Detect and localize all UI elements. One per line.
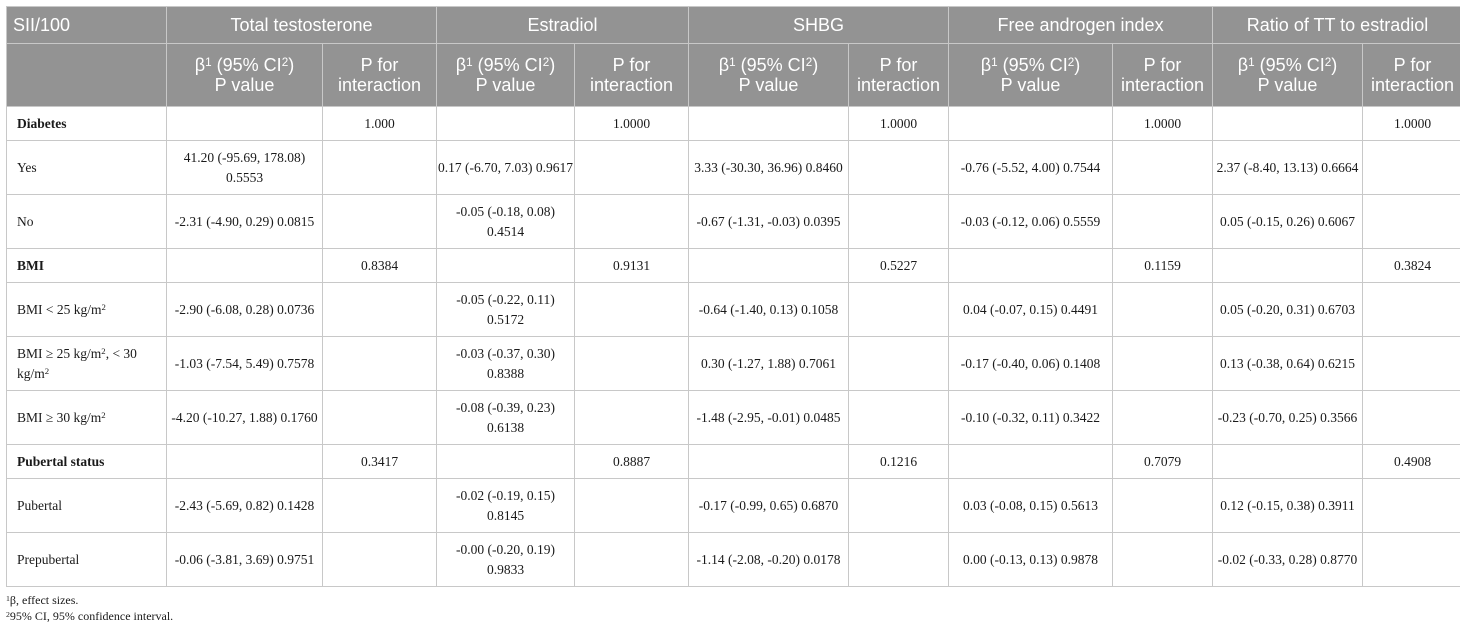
p-interaction-cell bbox=[1363, 479, 1460, 533]
subheader-p-interaction bbox=[849, 44, 949, 107]
p-interaction-cell bbox=[1363, 141, 1460, 195]
ci-close: ) bbox=[1074, 55, 1081, 75]
p-value-label: P value bbox=[738, 75, 799, 95]
beta-ci-cell: -0.05 (-0.18, 0.08) 0.4514 bbox=[437, 195, 575, 249]
row-label bbox=[7, 445, 167, 479]
p-interaction-cell: 1.0000 bbox=[849, 107, 949, 141]
p-interaction-cell bbox=[1363, 283, 1460, 337]
ci-close: ) bbox=[1331, 55, 1338, 75]
table-row bbox=[7, 141, 1460, 195]
beta-ci-cell bbox=[689, 107, 849, 141]
p-interaction-cell: 0.9131 bbox=[575, 249, 689, 283]
subheader-beta-ci bbox=[437, 44, 575, 107]
p-interaction-cell bbox=[575, 337, 689, 391]
p-interaction-cell bbox=[323, 391, 437, 445]
row-label-text: Diabetes bbox=[17, 115, 67, 131]
p-interaction-line1: P for bbox=[360, 55, 399, 75]
p-interaction-cell bbox=[1113, 337, 1213, 391]
p-interaction-cell bbox=[323, 337, 437, 391]
row-label-superscript: 2 bbox=[101, 409, 106, 420]
p-interaction-cell bbox=[849, 533, 949, 587]
corner-header: SII/100 bbox=[7, 7, 167, 44]
ci-superscript: 2 bbox=[805, 55, 813, 69]
beta-ci-cell: -0.02 (-0.33, 0.28) 0.8770 bbox=[1213, 533, 1363, 587]
p-interaction-line2: interaction bbox=[589, 75, 674, 95]
beta-superscript: 1 bbox=[1248, 55, 1255, 69]
table-row bbox=[7, 533, 1460, 587]
beta-ci-cell: -0.03 (-0.37, 0.30) 0.8388 bbox=[437, 337, 575, 391]
footnote-1-text: β, effect sizes. bbox=[9, 593, 79, 607]
p-interaction-cell bbox=[1363, 533, 1460, 587]
footnote-2 bbox=[6, 609, 173, 623]
ci-open: (95% CI bbox=[472, 55, 543, 75]
p-interaction-line1: P for bbox=[612, 55, 651, 75]
p-interaction-cell bbox=[323, 533, 437, 587]
p-interaction-cell bbox=[575, 195, 689, 249]
beta-ci-cell: -0.00 (-0.20, 0.19) 0.9833 bbox=[437, 533, 575, 587]
subheader-p-interaction bbox=[1113, 44, 1213, 107]
p-interaction-cell bbox=[575, 533, 689, 587]
beta-superscript: 1 bbox=[466, 55, 473, 69]
section-row bbox=[7, 249, 1460, 283]
group-header-free-androgen-index: Free androgen index bbox=[949, 7, 1213, 44]
group-header-total-testosterone: Total testosterone bbox=[167, 7, 437, 44]
beta-ci-cell: 3.33 (-30.30, 36.96) 0.8460 bbox=[689, 141, 849, 195]
p-interaction-cell bbox=[323, 195, 437, 249]
ci-superscript: 2 bbox=[1324, 55, 1332, 69]
beta-ci-cell bbox=[689, 445, 849, 479]
p-interaction-cell bbox=[849, 141, 949, 195]
beta-symbol: β bbox=[455, 55, 467, 75]
subheader-p-interaction bbox=[1363, 44, 1460, 107]
beta-ci-cell: 0.05 (-0.20, 0.31) 0.6703 bbox=[1213, 283, 1363, 337]
subheader-beta-ci bbox=[689, 44, 849, 107]
row-label-text-cont: , < 30 kg/m bbox=[17, 345, 137, 381]
p-interaction-cell bbox=[1363, 337, 1460, 391]
p-interaction-cell: 0.1159 bbox=[1113, 249, 1213, 283]
beta-ci-cell bbox=[689, 249, 849, 283]
p-interaction-cell bbox=[323, 141, 437, 195]
table-row bbox=[7, 479, 1460, 533]
beta-symbol: β bbox=[718, 55, 730, 75]
beta-superscript: 1 bbox=[205, 55, 212, 69]
p-interaction-cell bbox=[849, 337, 949, 391]
ci-superscript: 2 bbox=[542, 55, 550, 69]
beta-ci-cell: -0.02 (-0.19, 0.15) 0.8145 bbox=[437, 479, 575, 533]
row-label-text: BMI < 25 kg/m bbox=[17, 301, 102, 317]
p-interaction-line1: P for bbox=[1143, 55, 1182, 75]
beta-ci-cell: 0.17 (-6.70, 7.03) 0.9617 bbox=[437, 141, 575, 195]
footnote-1-marker: 1 bbox=[6, 593, 10, 603]
beta-ci-cell bbox=[167, 107, 323, 141]
beta-symbol: β bbox=[1237, 55, 1249, 75]
header-row-groups bbox=[7, 7, 1460, 44]
ci-open: (95% CI bbox=[997, 55, 1068, 75]
beta-symbol: β bbox=[194, 55, 206, 75]
row-label bbox=[7, 337, 167, 391]
p-interaction-cell bbox=[849, 283, 949, 337]
subheader-beta-ci bbox=[949, 44, 1113, 107]
row-label bbox=[7, 283, 167, 337]
beta-ci-cell: -0.67 (-1.31, -0.03) 0.0395 bbox=[689, 195, 849, 249]
p-interaction-line2: interaction bbox=[1120, 75, 1205, 95]
section-row bbox=[7, 445, 1460, 479]
p-interaction-cell: 1.0000 bbox=[575, 107, 689, 141]
beta-ci-cell: 0.12 (-0.15, 0.38) 0.3911 bbox=[1213, 479, 1363, 533]
p-interaction-line2: interaction bbox=[1370, 75, 1455, 95]
beta-superscript: 1 bbox=[729, 55, 736, 69]
p-interaction-cell bbox=[575, 283, 689, 337]
p-interaction-cell: 0.4908 bbox=[1363, 445, 1460, 479]
p-interaction-cell bbox=[1113, 391, 1213, 445]
table-row bbox=[7, 337, 1460, 391]
group-header-shbg: SHBG bbox=[689, 7, 949, 44]
row-label-text: Pubertal status bbox=[17, 453, 105, 469]
table-row bbox=[7, 283, 1460, 337]
p-interaction-cell bbox=[849, 195, 949, 249]
p-interaction-cell bbox=[575, 141, 689, 195]
beta-ci-cell bbox=[949, 445, 1113, 479]
beta-ci-cell: -1.03 (-7.54, 5.49) 0.7578 bbox=[167, 337, 323, 391]
corner-subheader bbox=[7, 44, 167, 107]
subheader-p-interaction bbox=[575, 44, 689, 107]
beta-ci-cell: 0.00 (-0.13, 0.13) 0.9878 bbox=[949, 533, 1113, 587]
beta-ci-cell: -0.03 (-0.12, 0.06) 0.5559 bbox=[949, 195, 1113, 249]
group-header-estradiol: Estradiol bbox=[437, 7, 689, 44]
beta-ci-cell: -0.08 (-0.39, 0.23) 0.6138 bbox=[437, 391, 575, 445]
p-interaction-cell bbox=[849, 391, 949, 445]
ci-open: (95% CI bbox=[211, 55, 282, 75]
p-value-label: P value bbox=[1257, 75, 1318, 95]
table-body bbox=[7, 107, 1460, 587]
p-interaction-cell bbox=[1363, 195, 1460, 249]
beta-ci-cell: -2.90 (-6.08, 0.28) 0.0736 bbox=[167, 283, 323, 337]
p-interaction-cell bbox=[575, 391, 689, 445]
p-interaction-cell bbox=[1113, 533, 1213, 587]
beta-ci-cell bbox=[949, 249, 1113, 283]
beta-ci-cell bbox=[437, 107, 575, 141]
group-header-tt-estradiol-ratio: Ratio of TT to estradiol bbox=[1213, 7, 1460, 44]
beta-ci-cell: -0.05 (-0.22, 0.11) 0.5172 bbox=[437, 283, 575, 337]
footnote-1 bbox=[6, 593, 78, 607]
beta-ci-cell: 0.30 (-1.27, 1.88) 0.7061 bbox=[689, 337, 849, 391]
ci-open: (95% CI bbox=[1254, 55, 1325, 75]
beta-ci-cell: 0.05 (-0.15, 0.26) 0.6067 bbox=[1213, 195, 1363, 249]
beta-ci-cell: -1.14 (-2.08, -0.20) 0.0178 bbox=[689, 533, 849, 587]
table-row bbox=[7, 391, 1460, 445]
row-label bbox=[7, 195, 167, 249]
beta-ci-cell bbox=[1213, 107, 1363, 141]
beta-ci-cell: -0.10 (-0.32, 0.11) 0.3422 bbox=[949, 391, 1113, 445]
ci-close: ) bbox=[812, 55, 819, 75]
p-interaction-cell bbox=[575, 479, 689, 533]
beta-ci-cell bbox=[949, 107, 1113, 141]
row-label-text: BMI bbox=[17, 257, 44, 273]
p-interaction-cell: 0.3824 bbox=[1363, 249, 1460, 283]
p-interaction-line1: P for bbox=[1393, 55, 1432, 75]
ci-superscript: 2 bbox=[1067, 55, 1075, 69]
ci-close: ) bbox=[288, 55, 295, 75]
beta-ci-cell: 0.04 (-0.07, 0.15) 0.4491 bbox=[949, 283, 1113, 337]
p-interaction-cell bbox=[323, 479, 437, 533]
ci-open: (95% CI bbox=[735, 55, 806, 75]
row-label bbox=[7, 107, 167, 141]
p-interaction-cell bbox=[1113, 141, 1213, 195]
row-label-superscript: 2 bbox=[101, 301, 106, 312]
p-interaction-line2: interaction bbox=[337, 75, 422, 95]
beta-ci-cell: -4.20 (-10.27, 1.88) 0.1760 bbox=[167, 391, 323, 445]
beta-ci-cell bbox=[167, 445, 323, 479]
p-interaction-cell bbox=[1113, 195, 1213, 249]
header-row-subcolumns bbox=[7, 44, 1460, 107]
p-value-label: P value bbox=[1000, 75, 1061, 95]
beta-superscript: 1 bbox=[991, 55, 998, 69]
p-interaction-cell: 1.0000 bbox=[1363, 107, 1460, 141]
footnote-2-text: 95% CI, 95% confidence interval. bbox=[9, 609, 174, 623]
beta-ci-cell: -0.17 (-0.99, 0.65) 0.6870 bbox=[689, 479, 849, 533]
p-interaction-cell: 0.5227 bbox=[849, 249, 949, 283]
beta-ci-cell: -1.48 (-2.95, -0.01) 0.0485 bbox=[689, 391, 849, 445]
p-value-label: P value bbox=[475, 75, 536, 95]
beta-ci-cell: 41.20 (-95.69, 178.08) 0.5553 bbox=[167, 141, 323, 195]
row-label-text: Pubertal bbox=[17, 497, 62, 513]
p-interaction-line2: interaction bbox=[856, 75, 941, 95]
row-label bbox=[7, 141, 167, 195]
p-interaction-cell bbox=[1363, 391, 1460, 445]
p-value-label: P value bbox=[214, 75, 275, 95]
p-interaction-cell: 0.1216 bbox=[849, 445, 949, 479]
p-interaction-cell bbox=[849, 479, 949, 533]
p-interaction-cell: 0.8887 bbox=[575, 445, 689, 479]
p-interaction-cell bbox=[323, 283, 437, 337]
row-label bbox=[7, 249, 167, 283]
subheader-beta-ci bbox=[1213, 44, 1363, 107]
beta-ci-cell bbox=[167, 249, 323, 283]
row-label-text: BMI ≥ 30 kg/m bbox=[17, 409, 102, 425]
row-label-superscript-2: 2 bbox=[44, 365, 50, 376]
ci-superscript: 2 bbox=[281, 55, 289, 69]
row-label-text: BMI ≥ 25 kg/m bbox=[17, 345, 102, 361]
subheader-beta-ci bbox=[167, 44, 323, 107]
row-label-superscript: 2 bbox=[101, 345, 106, 356]
row-label-text: Yes bbox=[17, 159, 37, 175]
beta-symbol: β bbox=[980, 55, 992, 75]
beta-ci-cell: 0.13 (-0.38, 0.64) 0.6215 bbox=[1213, 337, 1363, 391]
footnote-2-marker: 2 bbox=[6, 609, 10, 619]
p-interaction-cell bbox=[1113, 283, 1213, 337]
beta-ci-cell bbox=[1213, 445, 1363, 479]
subheader-p-interaction bbox=[323, 44, 437, 107]
beta-ci-cell bbox=[437, 249, 575, 283]
beta-ci-cell: -2.31 (-4.90, 0.29) 0.0815 bbox=[167, 195, 323, 249]
row-label bbox=[7, 533, 167, 587]
section-row bbox=[7, 107, 1460, 141]
row-label-text: No bbox=[17, 213, 34, 229]
table-row bbox=[7, 195, 1460, 249]
row-label-text: Prepubertal bbox=[17, 551, 80, 567]
results-table bbox=[6, 6, 1460, 587]
row-label bbox=[7, 391, 167, 445]
p-interaction-cell: 0.7079 bbox=[1113, 445, 1213, 479]
beta-ci-cell: -0.23 (-0.70, 0.25) 0.3566 bbox=[1213, 391, 1363, 445]
ci-close: ) bbox=[549, 55, 556, 75]
p-interaction-cell: 0.3417 bbox=[323, 445, 437, 479]
p-interaction-cell: 1.000 bbox=[323, 107, 437, 141]
beta-ci-cell: -2.43 (-5.69, 0.82) 0.1428 bbox=[167, 479, 323, 533]
beta-ci-cell: -0.76 (-5.52, 4.00) 0.7544 bbox=[949, 141, 1113, 195]
p-interaction-cell: 1.0000 bbox=[1113, 107, 1213, 141]
beta-ci-cell: 2.37 (-8.40, 13.13) 0.6664 bbox=[1213, 141, 1363, 195]
beta-ci-cell: -0.17 (-0.40, 0.06) 0.1408 bbox=[949, 337, 1113, 391]
beta-ci-cell: -0.06 (-3.81, 3.69) 0.9751 bbox=[167, 533, 323, 587]
beta-ci-cell bbox=[437, 445, 575, 479]
p-interaction-line1: P for bbox=[879, 55, 918, 75]
row-label bbox=[7, 479, 167, 533]
p-interaction-cell bbox=[1113, 479, 1213, 533]
beta-ci-cell bbox=[1213, 249, 1363, 283]
beta-ci-cell: 0.03 (-0.08, 0.15) 0.5613 bbox=[949, 479, 1113, 533]
beta-ci-cell: -0.64 (-1.40, 0.13) 0.1058 bbox=[689, 283, 849, 337]
p-interaction-cell: 0.8384 bbox=[323, 249, 437, 283]
